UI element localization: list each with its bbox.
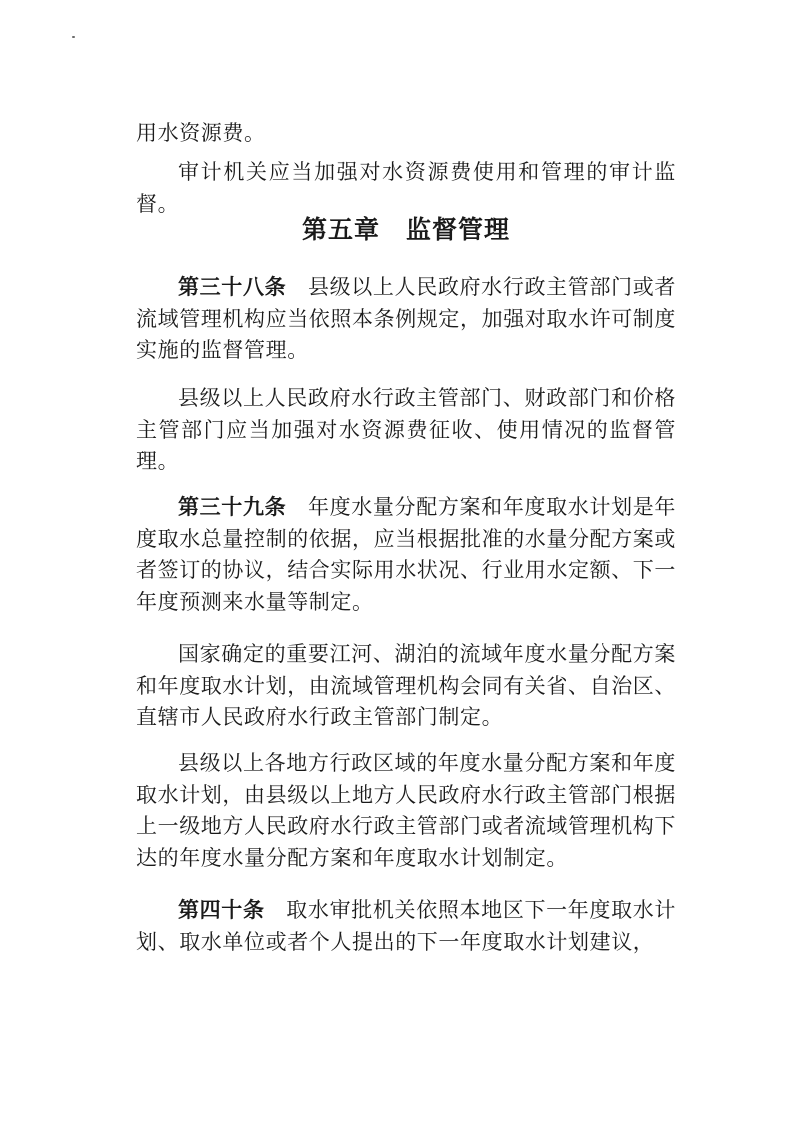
chapter-heading: 第五章 监督管理 <box>301 215 510 244</box>
article-40 <box>136 895 676 958</box>
paragraph-text: 国家确定的重要江河、湖泊的流域年度水量分配方案和年度取水计划，由流域管理机构会同有关省、自治区、直辖市人民政府水行政主管部门制定。 <box>136 642 676 729</box>
paragraph-text: 用水资源费。 <box>136 121 266 145</box>
paragraph-continuation <box>136 118 676 150</box>
article-text: 年度水量分配方案和年度取水计划是年度取水总量控制的依据，应当根据批准的水量分配方案或者签订的协议，结合实际用水状况、行业用水定额、下一年度预测来水量等制定。 <box>136 495 676 614</box>
article-label: 第三十八条 <box>178 275 287 299</box>
paragraph-text: 县级以上各地方行政区域的年度水量分配方案和年度取水计划，由县级以上地方人民政府水行政主管部门根据上一级地方人民政府水行政主管部门或者流域管理机构下达的年度水量分配方案和年度取水计划制定。 <box>136 751 676 870</box>
paragraph-text: 审计机关应当加强对水资源费使用和管理的审计监督。 <box>136 160 676 216</box>
article-38 <box>136 272 676 367</box>
paragraph-national <box>136 639 676 734</box>
article-text: 县级以上人民政府水行政主管部门或者流域管理机构应当依照本条例规定，加强对取水许可制度实施的监督管理。 <box>136 275 676 362</box>
paragraph-local <box>136 748 676 874</box>
paragraph-text: 县级以上人民政府水行政主管部门、财政部门和价格主管部门应当加强对水资源费征收、使用情况的监督管理。 <box>136 386 676 473</box>
article-39 <box>136 492 676 618</box>
article-label: 第四十条 <box>178 898 265 922</box>
article-label: 第三十九条 <box>178 495 287 519</box>
paragraph-supervision <box>136 383 676 478</box>
article-text: 取水审批机关依照本地区下一年度取水计划、取水单位或者个人提出的下一年度取水计划建议， <box>136 898 676 954</box>
scan-speck <box>72 36 75 38</box>
paragraph-audit <box>136 157 676 220</box>
